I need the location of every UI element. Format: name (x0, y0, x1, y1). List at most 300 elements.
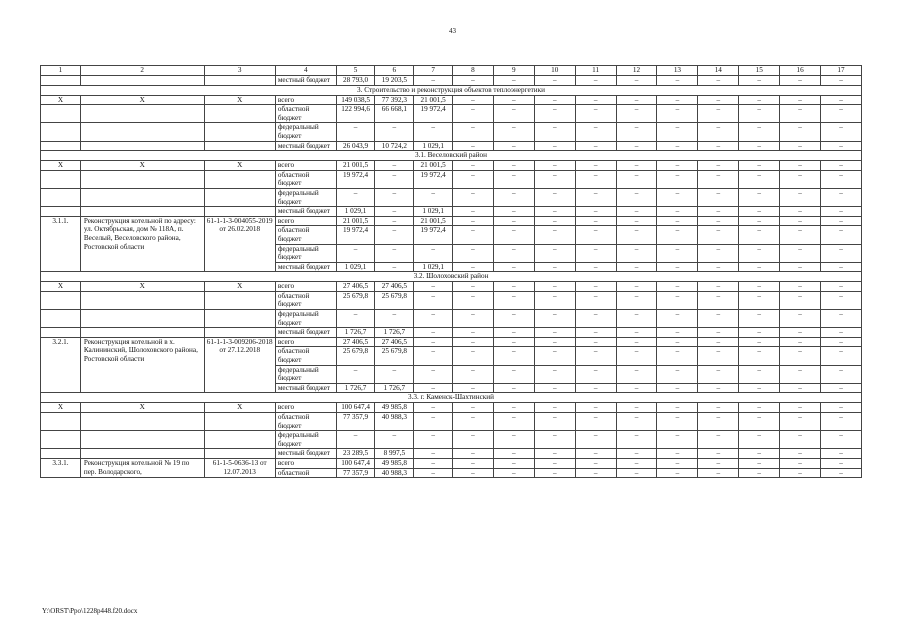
table-cell: – (739, 95, 780, 105)
object-row (41, 216, 862, 226)
table-cell (204, 76, 275, 86)
table-cell: – (657, 449, 698, 459)
table-cell (41, 188, 81, 206)
table-cell: – (414, 282, 453, 292)
table-cell: 66 668,1 (375, 105, 414, 123)
table-cell: – (414, 337, 453, 347)
table-cell: – (698, 337, 739, 347)
table-cell: 26 043,9 (336, 141, 375, 151)
table-cell: – (698, 403, 739, 413)
table-cell (41, 207, 81, 217)
table-cell: – (657, 123, 698, 141)
table-cell: – (493, 141, 534, 151)
table-cell: – (414, 458, 453, 468)
table-cell: – (821, 365, 862, 383)
table-cell: 25 679,8 (336, 291, 375, 309)
table-cell: – (375, 207, 414, 217)
table-cell: – (575, 282, 616, 292)
table-cell: – (821, 449, 862, 459)
table-cell (80, 431, 204, 449)
table-cell: всего (275, 337, 336, 347)
table-cell: – (534, 347, 575, 365)
table-cell: – (414, 188, 453, 206)
column-number-header: 9 (493, 66, 534, 76)
column-number-header: 4 (275, 66, 336, 76)
table-cell: местный бюджет (275, 262, 336, 272)
page-number: 43 (449, 27, 456, 35)
table-cell: – (453, 328, 494, 338)
table-cell: – (616, 123, 657, 141)
table-cell: 1 726,7 (375, 328, 414, 338)
table-cell: 19 972,4 (414, 105, 453, 123)
table-cell: – (657, 188, 698, 206)
table-cell: 1 726,7 (336, 328, 375, 338)
table-cell: – (780, 449, 821, 459)
table-cell: 149 038,5 (336, 95, 375, 105)
file-path-footer: Y:\ORST\Ppo\1228p448.f20.docx (42, 607, 138, 615)
table-cell: – (698, 216, 739, 226)
table-cell: – (534, 310, 575, 328)
table-cell: областной бюджет (275, 170, 336, 188)
table-cell: – (780, 226, 821, 244)
table-cell: – (375, 244, 414, 262)
table-cell: – (493, 413, 534, 431)
table-cell: – (493, 458, 534, 468)
column-number-header: 16 (780, 66, 821, 76)
table-cell: – (739, 262, 780, 272)
section-heading: 3. Строительство и реконструкция объектов теплоэнергетики (41, 85, 862, 95)
table-row (41, 291, 862, 309)
table-cell: – (657, 458, 698, 468)
table-cell: Х (41, 95, 81, 105)
table-cell: 28 793,0 (336, 76, 375, 86)
table-cell: – (575, 365, 616, 383)
table-cell: – (534, 383, 575, 393)
table-cell: – (616, 337, 657, 347)
table-cell: – (575, 458, 616, 468)
table-cell (41, 123, 81, 141)
table-cell: Х (80, 403, 204, 413)
table-cell: – (336, 365, 375, 383)
table-cell: – (616, 449, 657, 459)
object-expertise-number: 61-1-1-3-009206-2018 от 27.12.2018 (204, 337, 275, 393)
table-cell: – (780, 328, 821, 338)
table-cell (41, 310, 81, 328)
table-cell: – (698, 76, 739, 86)
table-cell: – (821, 170, 862, 188)
table-cell (41, 170, 81, 188)
table-cell: – (616, 76, 657, 86)
table-row (41, 170, 862, 188)
table-row (41, 328, 862, 338)
table-cell: – (657, 383, 698, 393)
table-cell: – (534, 170, 575, 188)
table-cell: – (739, 216, 780, 226)
table-cell: – (739, 244, 780, 262)
table-cell: – (657, 226, 698, 244)
table-cell: – (534, 226, 575, 244)
table-cell (204, 328, 275, 338)
table-cell: 27 406,5 (336, 337, 375, 347)
table-cell: – (453, 95, 494, 105)
column-number-header: 3 (204, 66, 275, 76)
table-cell: – (616, 170, 657, 188)
table-cell: – (414, 244, 453, 262)
table-cell: – (616, 347, 657, 365)
table-cell (204, 449, 275, 459)
table-cell: – (821, 262, 862, 272)
table-cell: – (534, 468, 575, 478)
table-cell: – (616, 244, 657, 262)
table-cell: – (493, 207, 534, 217)
table-cell: Х (80, 95, 204, 105)
table-cell: – (821, 226, 862, 244)
table-cell: – (453, 347, 494, 365)
column-number-header: 13 (657, 66, 698, 76)
table-cell: – (534, 141, 575, 151)
table-cell: 21 001,5 (336, 216, 375, 226)
section-heading: 3.1. Веселовский район (41, 151, 862, 161)
column-number-header: 11 (575, 66, 616, 76)
object-number: 3.3.1. (41, 458, 81, 477)
table-cell: – (657, 262, 698, 272)
table-cell: – (698, 291, 739, 309)
column-number-header: 7 (414, 66, 453, 76)
table-cell: – (493, 123, 534, 141)
table-cell: 100 647,4 (336, 403, 375, 413)
column-number-header: 17 (821, 66, 862, 76)
table-cell: – (414, 468, 453, 478)
table-cell: – (739, 76, 780, 86)
table-row (41, 310, 862, 328)
table-cell: – (453, 431, 494, 449)
table-cell: федеральный бюджет (275, 310, 336, 328)
table-cell: федеральный бюджет (275, 244, 336, 262)
table-cell: 1 029,1 (414, 262, 453, 272)
table-cell: – (698, 262, 739, 272)
table-cell: – (575, 105, 616, 123)
table-cell: местный бюджет (275, 207, 336, 217)
table-cell: – (780, 337, 821, 347)
table-cell: – (575, 347, 616, 365)
table-cell: – (657, 328, 698, 338)
table-cell: – (453, 161, 494, 171)
table-cell: – (493, 226, 534, 244)
table-cell: местный бюджет (275, 76, 336, 86)
table-cell: – (534, 328, 575, 338)
table-cell: – (493, 468, 534, 478)
table-cell (204, 141, 275, 151)
table-cell: – (698, 123, 739, 141)
table-cell: 19 972,4 (414, 170, 453, 188)
table-cell: – (616, 141, 657, 151)
table-cell: – (657, 244, 698, 262)
table-cell: – (534, 207, 575, 217)
table-cell: – (453, 291, 494, 309)
budget-table (40, 65, 862, 478)
table-cell: – (493, 105, 534, 123)
table-cell: 19 972,4 (336, 170, 375, 188)
table-cell: 49 985,8 (375, 403, 414, 413)
table-cell: – (534, 262, 575, 272)
table-cell: – (575, 170, 616, 188)
object-name: Реконструкция котельной в х. Калининский, Шолоховского района, Ростовской области (80, 337, 204, 393)
table-cell (204, 413, 275, 431)
table-cell: – (575, 95, 616, 105)
table-cell: – (739, 328, 780, 338)
table-cell: – (534, 458, 575, 468)
table-cell: – (739, 449, 780, 459)
table-cell: 77 392,3 (375, 95, 414, 105)
object-expertise-number: 61-1-5-0636-13 от 12.07.2013 (204, 458, 275, 477)
table-cell: областной бюджет (275, 291, 336, 309)
table-cell: – (616, 365, 657, 383)
table-cell: всего (275, 458, 336, 468)
table-cell: 1 726,7 (336, 383, 375, 393)
table-cell (41, 328, 81, 338)
table-cell: всего (275, 95, 336, 105)
table-cell: всего (275, 282, 336, 292)
table-cell: – (534, 413, 575, 431)
table-cell: – (739, 310, 780, 328)
table-cell: – (821, 95, 862, 105)
table-cell: – (739, 141, 780, 151)
table-cell: – (493, 76, 534, 86)
table-cell: – (575, 449, 616, 459)
table-cell: – (657, 291, 698, 309)
table-cell (80, 105, 204, 123)
table-cell: местный бюджет (275, 141, 336, 151)
table-cell: областной бюджет (275, 226, 336, 244)
table-cell: – (821, 310, 862, 328)
object-number: 3.1.1. (41, 216, 81, 272)
table-cell: – (780, 458, 821, 468)
table-cell: – (821, 216, 862, 226)
table-cell: 21 001,5 (336, 161, 375, 171)
table-cell: 25 679,8 (375, 347, 414, 365)
table-cell: – (575, 188, 616, 206)
table-cell: – (698, 310, 739, 328)
table-cell: – (780, 468, 821, 478)
table-cell: – (780, 95, 821, 105)
table-cell (204, 207, 275, 217)
table-cell (80, 141, 204, 151)
table-cell: 10 724,2 (375, 141, 414, 151)
table-cell: – (821, 347, 862, 365)
table-cell: – (821, 188, 862, 206)
table-cell: – (575, 226, 616, 244)
column-number-header-row (41, 66, 862, 76)
table-cell: – (493, 161, 534, 171)
table-cell: – (698, 468, 739, 478)
table-cell: – (375, 216, 414, 226)
column-number-header: 15 (739, 66, 780, 76)
table-cell: 40 988,3 (375, 468, 414, 478)
table-cell: 21 001,5 (414, 95, 453, 105)
table-cell: – (534, 161, 575, 171)
table-cell: – (575, 262, 616, 272)
table-cell: – (616, 403, 657, 413)
table-cell: – (821, 141, 862, 151)
table-cell: – (534, 188, 575, 206)
table-cell (204, 123, 275, 141)
table-cell: – (453, 403, 494, 413)
table-cell: областной бюджет (275, 347, 336, 365)
table-cell: – (657, 347, 698, 365)
table-cell: – (616, 262, 657, 272)
table-cell: – (698, 207, 739, 217)
table-cell: – (739, 458, 780, 468)
table-cell: – (780, 347, 821, 365)
table-cell: – (780, 383, 821, 393)
table-cell: – (336, 244, 375, 262)
table-cell (204, 431, 275, 449)
table-cell: – (657, 105, 698, 123)
table-cell: – (698, 458, 739, 468)
table-cell: 8 997,5 (375, 449, 414, 459)
table-cell (80, 188, 204, 206)
table-cell: Х (204, 282, 275, 292)
table-cell: – (493, 383, 534, 393)
table-cell: – (657, 95, 698, 105)
table-cell: 1 029,1 (336, 262, 375, 272)
table-cell: – (698, 282, 739, 292)
table-cell: Х (41, 282, 81, 292)
table-cell (41, 449, 81, 459)
table-cell: – (493, 188, 534, 206)
table-cell: – (739, 468, 780, 478)
table-cell: 77 357,9 (336, 413, 375, 431)
table-cell: – (575, 310, 616, 328)
table-cell: – (453, 282, 494, 292)
table-cell: – (616, 161, 657, 171)
table-cell: областной бюджет (275, 105, 336, 123)
table-cell: – (453, 105, 494, 123)
column-number-header: 10 (534, 66, 575, 76)
table-cell: – (821, 282, 862, 292)
table-cell: – (698, 431, 739, 449)
section-heading-row (41, 393, 862, 403)
table-cell: Х (80, 161, 204, 171)
object-name: Реконструкция котельной № 19 по пер. Володарского, (80, 458, 204, 477)
table-cell: – (414, 291, 453, 309)
table-cell: – (375, 365, 414, 383)
table-cell: – (493, 170, 534, 188)
table-cell: – (780, 161, 821, 171)
table-cell: – (780, 431, 821, 449)
table-cell: 21 001,5 (414, 161, 453, 171)
table-cell: – (453, 365, 494, 383)
table-cell: – (739, 431, 780, 449)
table-cell: – (453, 141, 494, 151)
section-heading-row (41, 151, 862, 161)
table-cell: – (414, 383, 453, 393)
table-cell: – (575, 216, 616, 226)
table-cell: – (739, 282, 780, 292)
column-number-header: 6 (375, 66, 414, 76)
table-cell: – (453, 458, 494, 468)
table-cell: – (821, 403, 862, 413)
table-cell: – (336, 188, 375, 206)
table-cell: – (534, 337, 575, 347)
table-cell (41, 413, 81, 431)
table-cell: – (698, 413, 739, 431)
table-cell: – (616, 207, 657, 217)
table-cell (204, 170, 275, 188)
table-cell: – (821, 291, 862, 309)
table-row (41, 282, 862, 292)
table-cell: – (575, 244, 616, 262)
table-cell: – (575, 383, 616, 393)
table-cell: 100 647,4 (336, 458, 375, 468)
section-heading: 3.3. г. Каменск-Шахтинский (41, 393, 862, 403)
column-number-header: 1 (41, 66, 81, 76)
table-cell: – (821, 413, 862, 431)
table-cell: – (698, 105, 739, 123)
table-cell: Х (204, 403, 275, 413)
table-cell: – (780, 413, 821, 431)
table-cell: – (575, 76, 616, 86)
table-cell: – (375, 188, 414, 206)
table-cell: – (698, 449, 739, 459)
table-cell: – (739, 337, 780, 347)
table-cell: – (657, 403, 698, 413)
table-cell: 27 406,5 (375, 337, 414, 347)
table-cell: – (534, 403, 575, 413)
table-cell: – (575, 207, 616, 217)
table-cell: – (739, 207, 780, 217)
table-cell: – (534, 95, 575, 105)
table-cell: – (698, 170, 739, 188)
table-cell: местный бюджет (275, 328, 336, 338)
table-cell: – (780, 188, 821, 206)
table-cell: – (821, 105, 862, 123)
table-cell: – (493, 291, 534, 309)
table-cell: – (739, 403, 780, 413)
table-cell: – (336, 123, 375, 141)
table-cell: – (698, 383, 739, 393)
table-cell: – (534, 291, 575, 309)
table-cell: – (336, 310, 375, 328)
table-cell: 21 001,5 (414, 216, 453, 226)
table-cell: – (575, 161, 616, 171)
table-cell: областной бюджет (275, 413, 336, 431)
table-cell: – (616, 105, 657, 123)
table-cell: – (493, 337, 534, 347)
table-cell: – (453, 244, 494, 262)
table-cell: – (493, 347, 534, 365)
table-cell (80, 291, 204, 309)
table-cell: – (534, 244, 575, 262)
table-cell: – (493, 244, 534, 262)
table-row (41, 188, 862, 206)
table-cell: – (657, 161, 698, 171)
table-cell: – (453, 337, 494, 347)
object-number: 3.2.1. (41, 337, 81, 393)
table-cell: – (414, 365, 453, 383)
table-cell (80, 207, 204, 217)
table-cell: – (616, 328, 657, 338)
table-cell: – (575, 431, 616, 449)
table-row (41, 449, 862, 459)
table-cell: – (739, 161, 780, 171)
table-cell: – (414, 403, 453, 413)
table-cell: местный бюджет (275, 449, 336, 459)
table-cell: – (780, 244, 821, 262)
table-cell: – (453, 226, 494, 244)
table-cell: – (453, 468, 494, 478)
table-cell: – (575, 328, 616, 338)
